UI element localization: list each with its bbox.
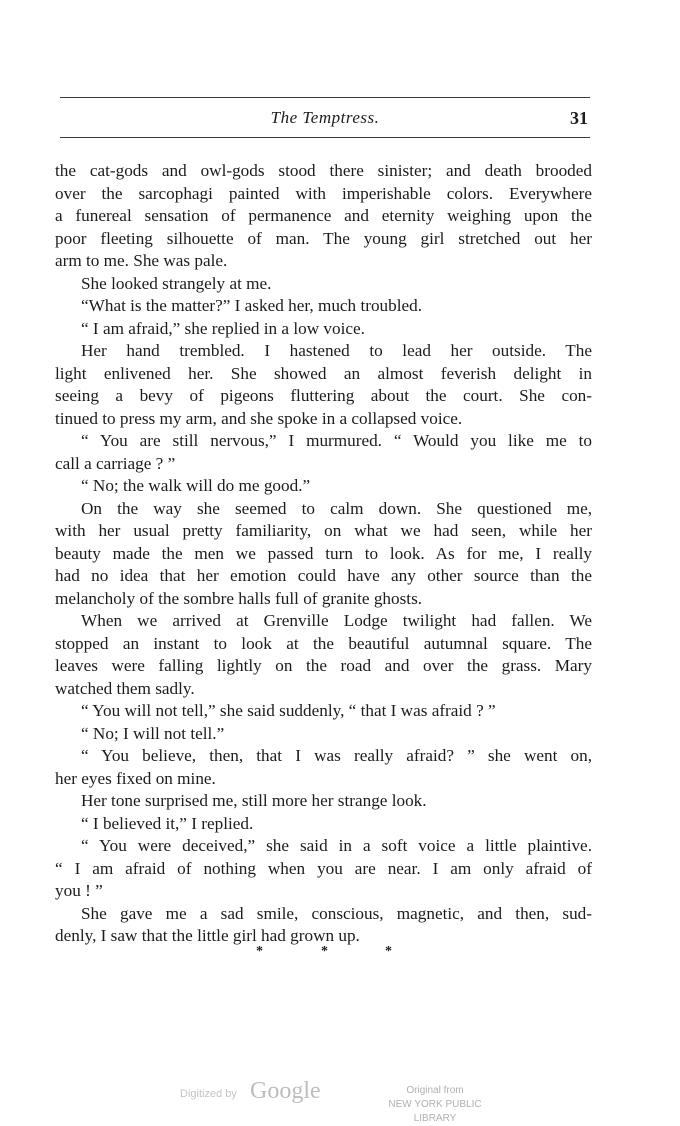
text-line: light enlivened her. She showed an almost feverish delight in	[55, 363, 592, 383]
text-line: beauty made the men we passed turn to look. As for me, I really	[55, 543, 592, 563]
original-from-text: Original from	[406, 1085, 464, 1096]
text-line: “ I am afraid of nothing when you are near. I am only afraid of	[55, 858, 592, 878]
text-line: arm to me. She was pale.	[55, 251, 228, 270]
text-line: stopped an instant to look at the beautiful autumnal square. The	[55, 633, 592, 653]
text-line: her eyes fixed on mine.	[55, 768, 216, 788]
text-line: leaves were falling lightly on the road and over the grass. Mary	[55, 656, 592, 675]
running-header	[60, 108, 590, 132]
text-line: with her usual pretty familiarity, on what we had seen, while her	[55, 521, 592, 540]
text-line: “ You were deceived,” she said in a soft voice a little plaintive.	[81, 836, 592, 855]
text-line: watched them sadly.	[55, 678, 195, 698]
text-line: “What is the matter?” I asked her, much troubled.	[81, 296, 423, 315]
page-number: 31	[570, 108, 588, 128]
text-line: “ You are still nervous,” I murmured. “ Would you like me to	[81, 431, 592, 450]
body-text	[55, 160, 592, 948]
header-rule-bottom	[60, 137, 590, 138]
text-line: When we arrived at Grenville Lodge twilight had fallen. We	[81, 611, 592, 630]
library-credit	[367, 1084, 503, 1126]
text-line: poor fleeting silhouette of man. The young girl stretched out her	[55, 228, 592, 248]
text-line: “ I believed it,” I replied.	[81, 813, 254, 833]
digitization-footer	[0, 1078, 680, 1124]
text-line: Her tone surprised me, still more her strange look.	[81, 791, 427, 810]
text-line: over the sarcophagi painted with imperishable colors. Everywhere	[55, 183, 592, 203]
text-line: you ! ”	[55, 881, 103, 900]
section-break-asterisk: *	[321, 944, 328, 959]
text-line: “ You will not tell,” she said suddenly, “ that I was afraid ? ”	[81, 701, 496, 720]
text-line: Her hand trembled. I hastened to lead her outside. The	[81, 341, 592, 360]
section-break	[60, 944, 590, 964]
section-break-asterisk: *	[256, 944, 263, 959]
text-line: “ No; I will not tell.”	[81, 723, 225, 743]
text-line: seeing a bevy of pigeons fluttering about the court. She con-	[55, 386, 592, 405]
section-break-asterisk: *	[385, 944, 392, 959]
text-line: the cat-gods and owl-gods stood there sinister; and death brooded	[55, 161, 592, 180]
text-line: She looked strangely at me.	[81, 273, 272, 293]
text-line: a funereal sensation of permanence and eternity weighing upon the	[55, 206, 592, 225]
text-line: “ No; the walk will do me good.”	[81, 476, 311, 495]
text-line: melancholy of the sombre halls full of granite ghosts.	[55, 588, 423, 608]
google-logo: Google	[250, 1078, 321, 1104]
text-line: “ I am afraid,” she replied in a low voice.	[81, 318, 365, 338]
library-name: NEW YORK PUBLIC LIBRARY	[388, 1099, 482, 1124]
text-line: She gave me a sad smile, conscious, magnetic, and then, sud-	[81, 903, 592, 923]
text-line: had no idea that her emotion could have any other source than the	[55, 566, 592, 585]
header-rule-top	[60, 97, 590, 98]
digitized-by-text: Digitized by	[180, 1088, 237, 1100]
text-line: denly, I saw that the little girl had grown up.	[55, 926, 360, 945]
text-line: On the way she seemed to calm down. She questioned me,	[81, 498, 592, 518]
text-line: tinued to press my arm, and she spoke in a collapsed voice.	[55, 408, 463, 428]
running-title: The Temptress.	[270, 108, 380, 127]
text-line: “ You believe, then, that I was really afraid? ” she went on,	[81, 746, 592, 765]
text-line: call a carriage ? ”	[55, 453, 176, 473]
